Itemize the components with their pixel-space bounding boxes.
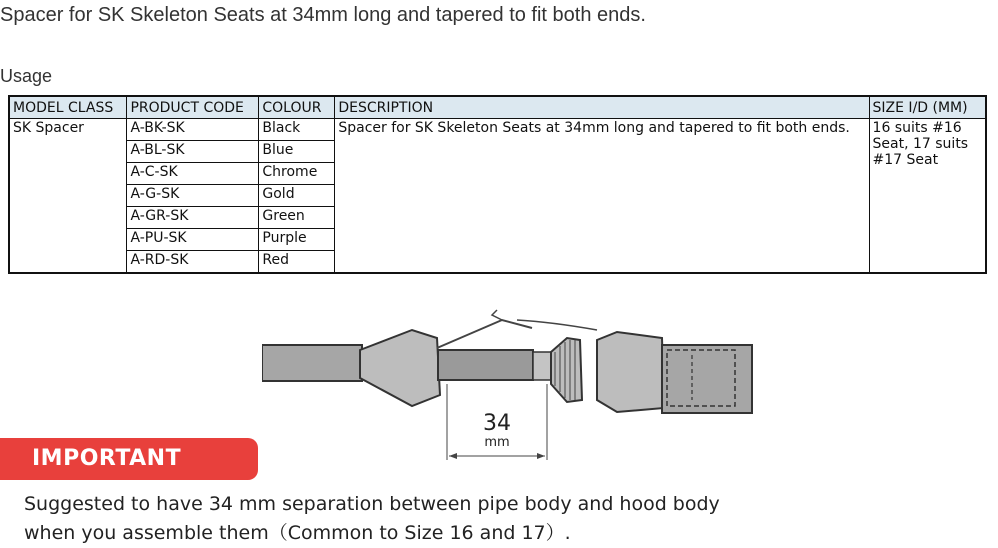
cell-product-code: A-BK-SK: [127, 119, 259, 141]
cell-size: 16 suits #16 Seat, 17 suits #17 Seat: [869, 119, 986, 274]
right-hood: [597, 332, 664, 412]
cell-colour: Red: [259, 251, 335, 274]
left-pipe: [262, 345, 362, 381]
header-colour: COLOUR: [259, 96, 335, 119]
cell-colour: Purple: [259, 229, 335, 251]
header-size: SIZE I/D (MM): [869, 96, 986, 119]
product-table: [8, 95, 987, 274]
threaded-section: [551, 338, 582, 402]
cell-product-code: A-BL-SK: [127, 141, 259, 163]
table-row: [9, 119, 986, 141]
dimension-unit: mm: [484, 435, 510, 450]
cell-model-class: SK Spacer: [9, 119, 127, 274]
cell-colour: Green: [259, 207, 335, 229]
header-model-class: MODEL CLASS: [9, 96, 127, 119]
cell-product-code: A-C-SK: [127, 163, 259, 185]
usage-heading: Usage: [0, 66, 53, 86]
cell-product-code: A-RD-SK: [127, 251, 259, 274]
dimension-value: 34: [483, 411, 511, 436]
cell-colour: Blue: [259, 141, 335, 163]
note-line-1: Suggested to have 34 mm separation between pipe body and hood body: [24, 493, 720, 515]
header-product-code: PRODUCT CODE: [127, 96, 259, 119]
table-header-row: [9, 96, 986, 119]
intro-text: Spacer for SK Skeleton Seats at 34mm long and tapered to fit both ends.: [0, 4, 646, 26]
spacer-diagram: [262, 300, 762, 465]
cell-colour: Black: [259, 119, 335, 141]
assembly-note: [24, 490, 924, 548]
cell-product-code: A-G-SK: [127, 185, 259, 207]
cell-colour: Gold: [259, 185, 335, 207]
cell-product-code: A-GR-SK: [127, 207, 259, 229]
cell-description: Spacer for SK Skeleton Seats at 34mm long and tapered to fit both ends.: [335, 119, 869, 274]
note-line-2: when you assemble them（Common to Size 16 and 17）.: [24, 522, 571, 544]
spacer-body: [438, 350, 533, 380]
cell-product-code: A-PU-SK: [127, 229, 259, 251]
right-pipe: [662, 345, 752, 413]
left-hood: [360, 330, 440, 406]
cell-colour: Chrome: [259, 163, 335, 185]
header-description: DESCRIPTION: [335, 96, 869, 119]
important-banner: IMPORTANT: [0, 438, 258, 480]
